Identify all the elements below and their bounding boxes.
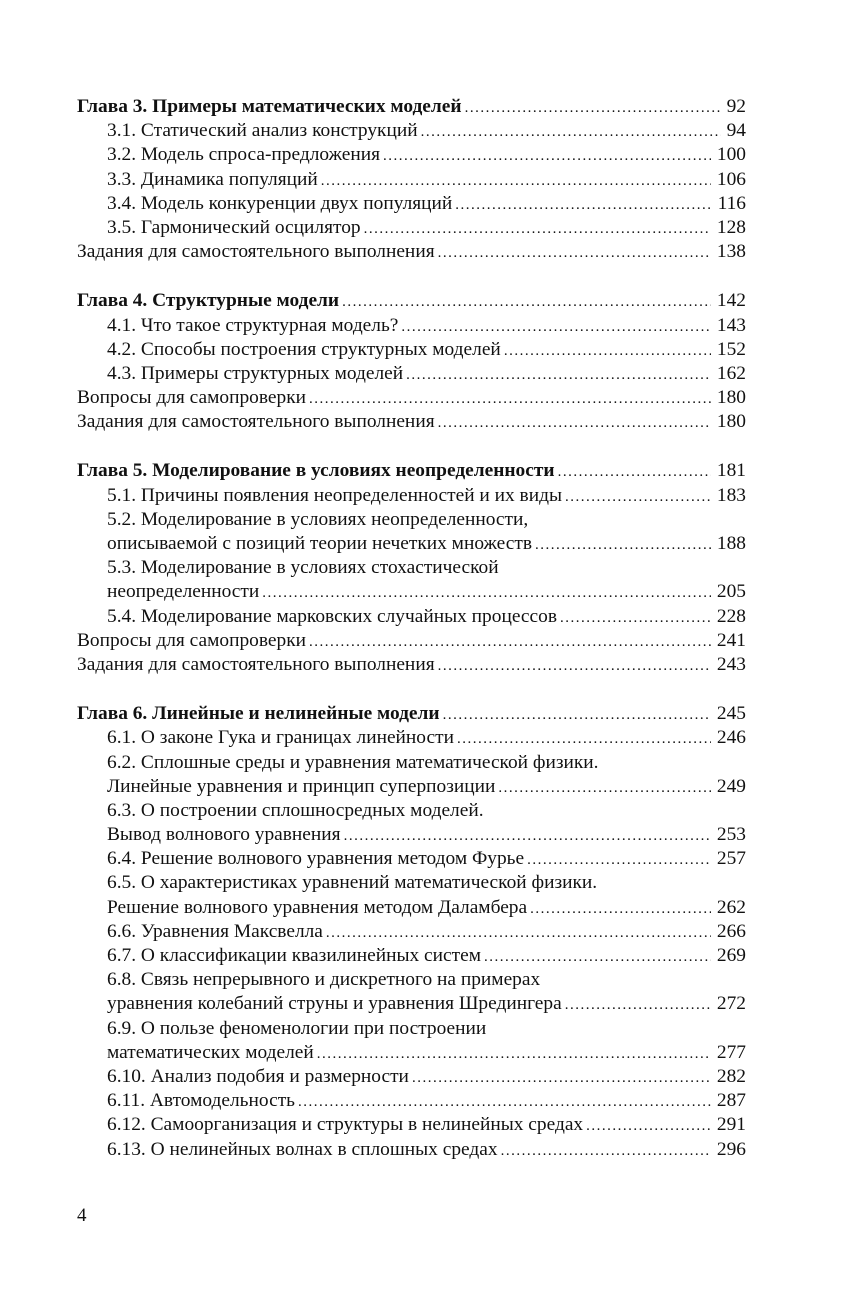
table-of-contents bbox=[77, 95, 746, 1187]
section-title: 3.4. Модель конкуренции двух популяций bbox=[107, 192, 453, 214]
page-number: 241 bbox=[716, 629, 746, 651]
toc-section-3-5[interactable] bbox=[77, 216, 746, 240]
dot-leader bbox=[530, 897, 711, 921]
dot-leader bbox=[498, 776, 711, 800]
page-number: 266 bbox=[716, 920, 746, 942]
page-number: 106 bbox=[716, 168, 746, 190]
page-number: 142 bbox=[716, 290, 746, 312]
toc-chapter-5[interactable] bbox=[77, 459, 746, 483]
toc-section-4-3[interactable] bbox=[77, 362, 746, 386]
section-title: Вопросы для самопроверки bbox=[77, 387, 306, 409]
page-number: 277 bbox=[716, 1041, 746, 1063]
section-title: 6.2. Сплошные среды и уравнения математической физики. bbox=[107, 751, 599, 773]
toc-section-6-7[interactable] bbox=[77, 944, 746, 968]
toc-section-5-3-line1[interactable] bbox=[77, 556, 746, 580]
toc-section-5-2[interactable] bbox=[77, 532, 746, 556]
toc-section-6-11[interactable] bbox=[77, 1089, 746, 1113]
toc-section-6-9-line1[interactable] bbox=[77, 1017, 746, 1041]
toc-section-5-4[interactable] bbox=[77, 605, 746, 629]
section-title: 6.13. О нелинейных волнах в сплошных средах bbox=[107, 1138, 498, 1160]
page-number: 287 bbox=[716, 1090, 746, 1112]
dot-leader bbox=[401, 315, 710, 339]
toc-section-6-12[interactable] bbox=[77, 1113, 746, 1137]
section-title: 6.9. О пользе феноменологии при построении bbox=[107, 1017, 487, 1039]
page-number: 162 bbox=[716, 362, 746, 384]
page-number: 94 bbox=[726, 120, 746, 142]
toc-section-6-10[interactable] bbox=[77, 1065, 746, 1089]
toc-section-6-5[interactable] bbox=[77, 896, 746, 920]
toc-section-6-2[interactable] bbox=[77, 775, 746, 799]
toc-ch5-tasks[interactable] bbox=[77, 653, 746, 677]
page-number: 100 bbox=[716, 144, 746, 166]
toc-section-3-2[interactable] bbox=[77, 143, 746, 167]
dot-leader bbox=[501, 1139, 711, 1163]
section-title: 5.2. Моделирование в условиях неопределенности, bbox=[107, 508, 529, 530]
dot-leader bbox=[406, 363, 711, 387]
dot-leader bbox=[412, 1066, 711, 1090]
toc-section-6-5-line1[interactable] bbox=[77, 871, 746, 895]
page-folio-number: 4 bbox=[77, 1205, 87, 1226]
section-title: 3.5. Гармонический осцилятор bbox=[107, 216, 361, 238]
page-number: 228 bbox=[716, 605, 746, 627]
toc-section-4-1[interactable] bbox=[77, 314, 746, 338]
dot-leader bbox=[565, 993, 711, 1017]
section-title: Задания для самостоятельного выполнения bbox=[77, 653, 435, 675]
section-title: 4.1. Что такое структурная модель? bbox=[107, 314, 399, 336]
page-number: 152 bbox=[716, 338, 746, 360]
section-title: 6.6. Уравнения Максвелла bbox=[107, 920, 323, 942]
toc-section-6-2-line1[interactable] bbox=[77, 751, 746, 775]
section-title: 6.11. Автомодельность bbox=[107, 1090, 296, 1112]
chapter-6-block bbox=[77, 702, 746, 1162]
toc-section-6-3[interactable] bbox=[77, 823, 746, 847]
toc-ch3-tasks[interactable] bbox=[77, 240, 746, 264]
section-title-continued: математических моделей bbox=[107, 1041, 314, 1063]
toc-ch4-questions[interactable] bbox=[77, 386, 746, 410]
section-title-continued: Решение волнового уравнения методом Даламбера bbox=[107, 896, 528, 918]
toc-section-5-1[interactable] bbox=[77, 484, 746, 508]
dot-leader bbox=[504, 339, 711, 363]
toc-section-3-1[interactable] bbox=[77, 119, 746, 143]
page-number: 243 bbox=[716, 653, 746, 675]
page-number: 128 bbox=[716, 216, 746, 238]
page-number: 143 bbox=[716, 314, 746, 336]
page-number: 180 bbox=[716, 411, 746, 433]
section-title: 5.3. Моделирование в условиях стохастической bbox=[107, 557, 499, 579]
page-number: 249 bbox=[716, 775, 746, 797]
toc-section-5-2-line1[interactable] bbox=[77, 508, 746, 532]
toc-section-6-4[interactable] bbox=[77, 847, 746, 871]
toc-section-5-3[interactable] bbox=[77, 580, 746, 604]
section-title-continued: неопределенности bbox=[107, 581, 260, 603]
dot-leader bbox=[309, 630, 711, 654]
dot-leader bbox=[465, 96, 721, 120]
page-number: 291 bbox=[716, 1114, 746, 1136]
dot-leader bbox=[565, 485, 711, 509]
toc-section-6-13[interactable] bbox=[77, 1138, 746, 1162]
section-title-continued: описываемой с позиций теории нечетких множеств bbox=[107, 533, 533, 554]
toc-ch4-tasks[interactable] bbox=[77, 410, 746, 434]
section-title-continued: Линейные уравнения и принцип суперпозиции bbox=[107, 775, 496, 797]
dot-leader bbox=[484, 945, 711, 969]
section-title: 3.2. Модель спроса-предложения bbox=[107, 144, 381, 166]
dot-leader bbox=[560, 606, 711, 630]
dot-leader bbox=[317, 1042, 711, 1066]
page-number: 188 bbox=[716, 533, 746, 554]
dot-leader bbox=[455, 193, 711, 217]
page-number: 246 bbox=[716, 727, 746, 749]
dot-leader bbox=[443, 703, 711, 727]
chapter-title: Глава 6. Линейные и нелинейные модели bbox=[77, 703, 440, 725]
chapter-title: Глава 3. Примеры математических моделей bbox=[77, 96, 462, 117]
toc-section-6-9[interactable] bbox=[77, 1041, 746, 1065]
page-number: 272 bbox=[716, 993, 746, 1015]
section-title: 6.12. Самоорганизация и структуры в нелинейных средах bbox=[107, 1114, 584, 1136]
page-number: 138 bbox=[716, 241, 746, 263]
section-title: 3.1. Статический анализ конструкций bbox=[107, 120, 418, 142]
dot-leader bbox=[527, 848, 711, 872]
section-title: 6.3. О построении сплошносредных моделей. bbox=[107, 799, 484, 821]
toc-section-6-3-line1[interactable] bbox=[77, 799, 746, 823]
toc-ch5-questions[interactable] bbox=[77, 629, 746, 653]
section-title: 5.1. Причины появления неопределенностей и их виды bbox=[107, 484, 562, 506]
dot-leader bbox=[535, 533, 711, 557]
dot-leader bbox=[309, 387, 711, 411]
dot-leader bbox=[326, 921, 711, 945]
toc-section-6-1[interactable] bbox=[77, 726, 746, 750]
dot-leader bbox=[298, 1090, 711, 1114]
dot-leader bbox=[364, 217, 711, 241]
toc-section-3-3[interactable] bbox=[77, 168, 746, 192]
section-title-continued: уравнения колебаний струны и уравнения Шредингера bbox=[107, 993, 562, 1015]
section-title: 6.1. О законе Гука и границах линейности bbox=[107, 727, 454, 749]
section-title: 5.4. Моделирование марковских случайных процессов bbox=[107, 605, 557, 627]
page-number: 92 bbox=[726, 96, 746, 117]
dot-leader bbox=[421, 120, 721, 144]
dot-leader bbox=[586, 1114, 711, 1138]
dot-leader bbox=[438, 411, 711, 435]
chapter-5-block bbox=[77, 459, 746, 677]
toc-chapter-4[interactable] bbox=[77, 289, 746, 313]
dot-leader bbox=[321, 169, 711, 193]
page-number: 205 bbox=[716, 581, 746, 603]
dot-leader bbox=[438, 241, 711, 265]
page-number: 282 bbox=[716, 1065, 746, 1087]
dot-leader bbox=[457, 727, 711, 751]
section-title: 6.7. О классификации квазилинейных систем bbox=[107, 945, 481, 966]
dot-leader bbox=[383, 144, 711, 168]
section-title: 4.3. Примеры структурных моделей bbox=[107, 362, 404, 384]
section-title: 6.10. Анализ подобия и размерности bbox=[107, 1065, 409, 1087]
section-title: 6.5. О характеристиках уравнений математической физики. bbox=[107, 872, 598, 894]
toc-section-6-8-line1[interactable] bbox=[77, 968, 746, 992]
toc-chapter-6[interactable] bbox=[77, 702, 746, 726]
section-title: 3.3. Динамика популяций bbox=[107, 168, 318, 190]
toc-section-3-4[interactable] bbox=[77, 192, 746, 216]
toc-chapter-3[interactable] bbox=[77, 95, 746, 119]
page-number: 116 bbox=[717, 192, 746, 214]
dot-leader bbox=[262, 581, 711, 605]
section-title-continued: Вывод волнового уравнения bbox=[107, 824, 341, 846]
chapter-title: Глава 4. Структурные модели bbox=[77, 290, 340, 312]
page-number: 269 bbox=[716, 945, 746, 966]
toc-section-4-2[interactable] bbox=[77, 338, 746, 362]
section-title: 4.2. Способы построения структурных моделей bbox=[107, 338, 501, 360]
page-number: 262 bbox=[716, 896, 746, 918]
toc-section-6-6[interactable] bbox=[77, 920, 746, 944]
chapter-4-block bbox=[77, 289, 746, 434]
section-title: Задания для самостоятельного выполнения bbox=[77, 241, 435, 263]
section-title: Вопросы для самопроверки bbox=[77, 629, 306, 651]
section-title: Задания для самостоятельного выполнения bbox=[77, 411, 435, 433]
chapter-3-block bbox=[77, 95, 746, 264]
page-number: 183 bbox=[716, 484, 746, 506]
page-number: 181 bbox=[716, 460, 746, 482]
chapter-title: Глава 5. Моделирование в условиях неопределенности bbox=[77, 460, 555, 482]
page-number: 296 bbox=[716, 1138, 746, 1160]
section-title: 6.4. Решение волнового уравнения методом Фурье bbox=[107, 848, 525, 870]
dot-leader bbox=[342, 290, 711, 314]
page-number: 253 bbox=[716, 824, 746, 846]
page-number: 180 bbox=[716, 387, 746, 409]
page-number: 257 bbox=[716, 848, 746, 870]
dot-leader bbox=[558, 460, 711, 484]
toc-section-6-8[interactable] bbox=[77, 992, 746, 1016]
section-title: 6.8. Связь непрерывного и дискретного на примерах bbox=[107, 969, 541, 991]
dot-leader bbox=[344, 824, 711, 848]
page-number: 245 bbox=[716, 703, 746, 725]
dot-leader bbox=[438, 654, 711, 678]
